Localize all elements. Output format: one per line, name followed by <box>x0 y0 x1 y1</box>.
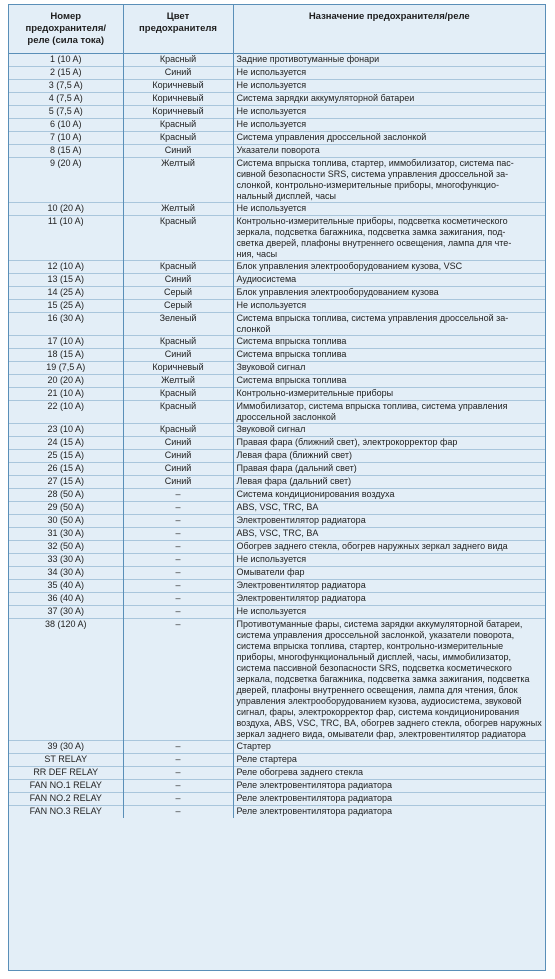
purpose-text-line: Не используется <box>236 554 307 564</box>
fuse-purpose-cell <box>233 541 545 554</box>
fuse-purpose-cell <box>233 502 545 515</box>
fuse-color-cell: Коричневый <box>123 362 233 375</box>
fuse-number-cell: FAN NO.2 RELAY <box>9 793 123 806</box>
fuse-number-cell: 38 (120 A) <box>9 619 123 741</box>
fuse-color-cell: – <box>123 528 233 541</box>
fuse-number-cell: 20 (20 A) <box>9 375 123 388</box>
table-row <box>9 767 545 780</box>
fuse-color-cell: Синий <box>123 450 233 463</box>
fuse-purpose-cell <box>233 476 545 489</box>
fuse-number-cell: 2 (15 A) <box>9 67 123 80</box>
purpose-text-line: Система впрыска топлива, стартер, иммобилизатор, система пас- <box>236 158 514 168</box>
fuse-purpose-cell <box>233 793 545 806</box>
header-fuse-number: Номер предохранителя/ реле (сила тока) <box>9 5 123 54</box>
fuse-purpose-cell <box>233 106 545 119</box>
fuse-color-cell: Коричневый <box>123 106 233 119</box>
purpose-text-line: Не используется <box>236 119 307 129</box>
table-row <box>9 80 545 93</box>
purpose-text-line: Не используется <box>236 606 307 616</box>
purpose-text-line: Звуковой сигнал <box>236 424 306 434</box>
purpose-text-line: слонкой <box>236 324 271 334</box>
fuse-number-cell: 11 (10 A) <box>9 216 123 261</box>
table-row <box>9 287 545 300</box>
fuse-purpose-cell <box>233 261 545 274</box>
fuse-purpose-cell <box>233 437 545 450</box>
table-row <box>9 54 545 67</box>
fuse-color-cell: – <box>123 767 233 780</box>
fuse-color-cell: – <box>123 619 233 741</box>
fuse-color-cell: Синий <box>123 463 233 476</box>
purpose-text-line: Омыватели фар <box>236 567 305 577</box>
table-row <box>9 261 545 274</box>
fuse-purpose-cell <box>233 528 545 541</box>
table-row <box>9 793 545 806</box>
fuse-number-cell: 7 (10 A) <box>9 132 123 145</box>
fuse-purpose-cell <box>233 767 545 780</box>
purpose-text-line: сивной безопасности SRS, система управления дроссельной за- <box>236 169 509 179</box>
fuse-purpose-cell <box>233 274 545 287</box>
fuse-purpose-cell <box>233 424 545 437</box>
fuse-color-cell: – <box>123 793 233 806</box>
fuse-color-cell: Коричневый <box>123 80 233 93</box>
table-row <box>9 476 545 489</box>
fuse-purpose-cell <box>233 375 545 388</box>
table-row <box>9 450 545 463</box>
table-row <box>9 313 545 336</box>
purpose-text-line: Реле электровентилятора радиатора <box>236 806 392 816</box>
table-row <box>9 424 545 437</box>
table-row <box>9 528 545 541</box>
purpose-text-line: Аудиосистема <box>236 274 297 284</box>
fuse-number-cell: 10 (20 A) <box>9 203 123 216</box>
fuse-color-cell: Синий <box>123 476 233 489</box>
fuse-color-cell: – <box>123 806 233 819</box>
fuse-number-cell: 36 (40 A) <box>9 593 123 606</box>
table-header-row <box>9 5 545 54</box>
fuse-number-cell: 37 (30 A) <box>9 606 123 619</box>
fuse-color-cell: – <box>123 780 233 793</box>
fuse-number-cell: 1 (10 A) <box>49 54 82 64</box>
fuse-purpose-cell <box>233 388 545 401</box>
table-row <box>9 401 545 424</box>
fuse-purpose-cell <box>233 515 545 528</box>
fuse-number-cell: 39 (30 A) <box>9 741 123 754</box>
fuse-color-cell: Желтый <box>123 203 233 216</box>
fuse-color-cell: Коричневый <box>123 93 233 106</box>
purpose-text-line: Иммобилизатор, система впрыска топлива, система управления <box>236 401 508 411</box>
purpose-text-line: ABS, VSC, TRC, BA <box>236 502 319 512</box>
fuse-color-cell: Серый <box>123 287 233 300</box>
purpose-text-line: Реле стартера <box>236 754 297 764</box>
fuse-color-cell: Желтый <box>123 375 233 388</box>
purpose-text-line: Реле обогрева заднего стекла <box>236 767 363 777</box>
fuse-purpose-cell <box>233 754 545 767</box>
fuse-color-cell: Синий <box>123 437 233 450</box>
fuse-purpose-cell <box>233 450 545 463</box>
fuse-purpose-cell <box>233 54 545 67</box>
table-row <box>9 93 545 106</box>
fuse-number-cell: 5 (7,5 A) <box>9 106 123 119</box>
table-row <box>9 541 545 554</box>
table-row <box>9 300 545 313</box>
purpose-text-line: Блок управления электрооборудованием кузова <box>236 287 439 297</box>
table-row <box>9 593 545 606</box>
fuse-number-cell: 17 (10 A) <box>9 336 123 349</box>
purpose-text-line: дроссельной заслонкой <box>236 412 336 422</box>
fuse-color-cell: Синий <box>123 145 233 158</box>
fuse-number-cell: 35 (40 A) <box>9 580 123 593</box>
table-row <box>9 580 545 593</box>
purpose-text-line: Система впрыска топлива, система управления дроссельной за- <box>236 313 509 323</box>
purpose-text-line: Система впрыска топлива <box>236 349 347 359</box>
fuse-purpose-cell <box>233 349 545 362</box>
fuse-number-cell: 16 (30 A) <box>9 313 123 336</box>
fuse-color-cell: Красный <box>123 261 233 274</box>
fuse-purpose-cell <box>233 300 545 313</box>
purpose-text-line: Звуковой сигнал <box>236 362 306 372</box>
header-fuse-color: Цвет предохранителя <box>123 5 233 54</box>
fuse-number-cell: ST RELAY <box>9 754 123 767</box>
fuse-color-cell: Красный <box>123 424 233 437</box>
fuse-number-cell: FAN NO.1 RELAY <box>9 780 123 793</box>
table-row <box>9 567 545 580</box>
fuse-color-cell: – <box>123 554 233 567</box>
purpose-text-line: Система впрыска топлива <box>236 336 347 346</box>
fuse-number-cell: 33 (30 A) <box>9 554 123 567</box>
purpose-text-line: ABS, VSC, TRC, BA <box>236 528 319 538</box>
fuse-purpose-cell <box>233 203 545 216</box>
fuse-number-cell: 24 (15 A) <box>9 437 123 450</box>
fuse-number-cell: RR DEF RELAY <box>9 767 123 780</box>
fuse-number-cell: 21 (10 A) <box>9 388 123 401</box>
purpose-text-line: Обогрев заднего стекла, обогрев наружных зеркал заднего вида <box>236 541 508 551</box>
fuse-number-cell: 30 (50 A) <box>9 515 123 528</box>
table-row <box>9 67 545 80</box>
fuse-color-cell: Синий <box>123 274 233 287</box>
purpose-text-line: светка дверей, плафоны внутреннего освещения, лампа для чте- <box>236 238 512 248</box>
purpose-text-line: Не используется <box>236 106 307 116</box>
table-row <box>9 754 545 767</box>
fuse-purpose-cell <box>233 580 545 593</box>
fuse-color-cell: – <box>123 489 233 502</box>
table-row <box>9 554 545 567</box>
fuse-color-cell: – <box>123 515 233 528</box>
fuse-number-cell: 12 (10 A) <box>9 261 123 274</box>
purpose-text-line: Правая фара (ближний свет), электрокорректор фар <box>236 437 458 447</box>
table-row <box>9 349 545 362</box>
fuse-relay-table <box>9 5 545 818</box>
purpose-text-line: Контрольно-измерительные приборы <box>236 388 394 398</box>
table-row <box>9 502 545 515</box>
table-row <box>9 145 545 158</box>
table-row <box>9 806 545 819</box>
fuse-purpose-cell <box>233 489 545 502</box>
purpose-text-line: Не используется <box>236 67 307 77</box>
fuse-color-cell: Красный <box>123 336 233 349</box>
purpose-text-line: Стартер <box>236 741 271 751</box>
table-row <box>9 619 545 741</box>
purpose-text-line: Левая фара (ближний свет) <box>236 450 352 460</box>
fuse-number-cell: 34 (30 A) <box>9 567 123 580</box>
fuse-purpose-cell <box>233 806 545 819</box>
fuse-number-cell: 4 (7,5 A) <box>9 93 123 106</box>
purpose-text-line: Указатели поворота <box>236 145 320 155</box>
fuse-color-cell: Зеленый <box>123 313 233 336</box>
purpose-text-line: слонкой, контрольно-измерительные приборы, многофункцио- <box>236 180 499 190</box>
purpose-text-line: Реле электровентилятора радиатора <box>236 780 392 790</box>
table-row <box>9 489 545 502</box>
table-row <box>9 515 545 528</box>
fuse-number-cell: 3 (7,5 A) <box>9 80 123 93</box>
fuse-color-cell: Синий <box>123 349 233 362</box>
purpose-text-line: Система зарядки аккумуляторной батареи <box>236 93 415 103</box>
purpose-text-line: Не используется <box>236 300 307 310</box>
fuse-purpose-cell <box>233 567 545 580</box>
fuse-color-cell: Серый <box>123 300 233 313</box>
fuse-purpose-cell <box>233 463 545 476</box>
fuse-number-cell: 19 (7,5 A) <box>9 362 123 375</box>
fuse-number-cell: 6 (10 A) <box>9 119 123 132</box>
purpose-text-line: Электровентилятор радиатора <box>236 515 366 525</box>
fuse-number-cell: 14 (25 A) <box>9 287 123 300</box>
fuse-purpose-cell <box>233 313 545 336</box>
fuse-number-cell: 29 (50 A) <box>9 502 123 515</box>
fuse-number-cell: 9 (20 A) <box>9 158 123 203</box>
fuse-purpose-cell <box>233 132 545 145</box>
fuse-purpose-cell <box>233 287 545 300</box>
fuse-color-cell: Красный <box>123 388 233 401</box>
fuse-purpose-cell <box>233 741 545 754</box>
fuse-color-cell: Красный <box>123 216 233 261</box>
fuse-color-cell: Желтый <box>123 158 233 203</box>
purpose-text-line: зеркала, подсветка багажника, подсветка замка зажигания, под- <box>236 227 506 237</box>
fuse-number-cell: 13 (15 A) <box>9 274 123 287</box>
fuse-number-cell: FAN NO.3 RELAY <box>9 806 123 819</box>
fuse-number-cell: 18 (15 A) <box>9 349 123 362</box>
table-row <box>9 463 545 476</box>
fuse-purpose-cell <box>233 93 545 106</box>
fuse-number-cell: 22 (10 A) <box>9 401 123 424</box>
fuse-purpose-cell <box>233 554 545 567</box>
table-row <box>9 203 545 216</box>
fuse-number-cell: 25 (15 A) <box>9 450 123 463</box>
table-row <box>9 132 545 145</box>
table-row <box>9 741 545 754</box>
fuse-purpose-cell <box>233 619 545 741</box>
purpose-text-line: Система кондиционирования воздуха <box>236 489 395 499</box>
table-row <box>9 158 545 203</box>
fuse-purpose-cell <box>233 593 545 606</box>
fuse-number-cell: 15 (25 A) <box>9 300 123 313</box>
fuse-color-cell: – <box>123 580 233 593</box>
purpose-text-line: Левая фара (дальний свет) <box>236 476 352 486</box>
table-row <box>9 119 545 132</box>
fuse-color-cell: Синий <box>123 67 233 80</box>
header-fuse-purpose: Назначение предохранителя/реле <box>233 5 545 54</box>
fuse-color-cell: – <box>123 754 233 767</box>
fuse-purpose-cell <box>233 67 545 80</box>
fuse-number-cell: 28 (50 A) <box>9 489 123 502</box>
fuse-color-cell: – <box>123 606 233 619</box>
purpose-text-line: Правая фара (дальний свет) <box>236 463 357 473</box>
table-row <box>9 106 545 119</box>
fuse-purpose-cell <box>233 362 545 375</box>
purpose-text-line: Противотуманные фары, система зарядки аккумуляторной батареи, система управления дроссельной заслонкой, указатели поворота, система впрыска топлива, стартер, контрольно-измерительные приборы, многофункциональный дисплей, часы, иммобилизатор, система пассивной безопасности SRS, подсветка косметического зеркала, подсветка багажника, подсветка замка зажигания, подсветка дверей, плафоны внутреннего освещения, лампа для чтения, блок управления электрооборудованием кузова, аудиосистема, звуковой сигнал, фары, электрокорректор фар, система кондиционирования воздуха, ABS, VSC, TRC, BA, обогрев заднего стекла, обогрев наружных зеркал заднего вида, омыватели фар, электровентилятор радиатора <box>236 619 542 739</box>
table-row <box>9 437 545 450</box>
table-row <box>9 388 545 401</box>
fuse-color-cell: – <box>123 541 233 554</box>
table-row <box>9 375 545 388</box>
fuse-color-cell: Красный <box>123 401 233 424</box>
fuse-purpose-cell <box>233 80 545 93</box>
purpose-text-line: нальный дисплей, часы <box>236 191 336 201</box>
purpose-text-line: Блок управления электрооборудованием кузова, VSC <box>236 261 463 271</box>
purpose-text-line: Электровентилятор радиатора <box>236 593 366 603</box>
fuse-number-cell: 23 (10 A) <box>9 424 123 437</box>
fuse-color-cell: – <box>123 567 233 580</box>
fuse-color-cell: Красный <box>123 119 233 132</box>
fuse-purpose-cell <box>233 401 545 424</box>
purpose-text-line: Не используется <box>236 203 307 213</box>
purpose-text-line: Система впрыска топлива <box>236 375 347 385</box>
table-row <box>9 362 545 375</box>
table-row <box>9 780 545 793</box>
fuse-purpose-cell <box>233 606 545 619</box>
purpose-text-line: Не используется <box>236 80 307 90</box>
purpose-text-line: Задние противотуманные фонари <box>236 54 380 64</box>
purpose-text-line: ния, часы <box>236 249 278 259</box>
table-row <box>9 216 545 261</box>
fuse-color-cell: – <box>123 502 233 515</box>
fuse-color-cell: – <box>123 593 233 606</box>
fuse-table-frame <box>8 4 546 971</box>
fuse-purpose-cell <box>233 158 545 203</box>
fuse-color-cell: Красный <box>123 132 233 145</box>
purpose-text-line: Реле электровентилятора радиатора <box>236 793 392 803</box>
fuse-number-cell: 27 (15 A) <box>9 476 123 489</box>
table-body <box>9 54 545 819</box>
purpose-text-line: Контрольно-измерительные приборы, подсветка косметического <box>236 216 508 226</box>
fuse-purpose-cell <box>233 216 545 261</box>
table-row <box>9 274 545 287</box>
fuse-number-cell: 26 (15 A) <box>9 463 123 476</box>
purpose-text-line: Электровентилятор радиатора <box>236 580 366 590</box>
table-row <box>9 336 545 349</box>
fuse-color-cell: Красный <box>123 54 233 67</box>
fuse-purpose-cell <box>233 336 545 349</box>
fuse-number-cell: 8 (15 A) <box>9 145 123 158</box>
table-row <box>9 606 545 619</box>
purpose-text-line: Система управления дроссельной заслонкой <box>236 132 427 142</box>
fuse-number-cell: 32 (50 A) <box>9 541 123 554</box>
fuse-color-cell: – <box>123 741 233 754</box>
fuse-number-cell: 31 (30 A) <box>9 528 123 541</box>
fuse-purpose-cell <box>233 145 545 158</box>
fuse-purpose-cell <box>233 780 545 793</box>
fuse-purpose-cell <box>233 119 545 132</box>
